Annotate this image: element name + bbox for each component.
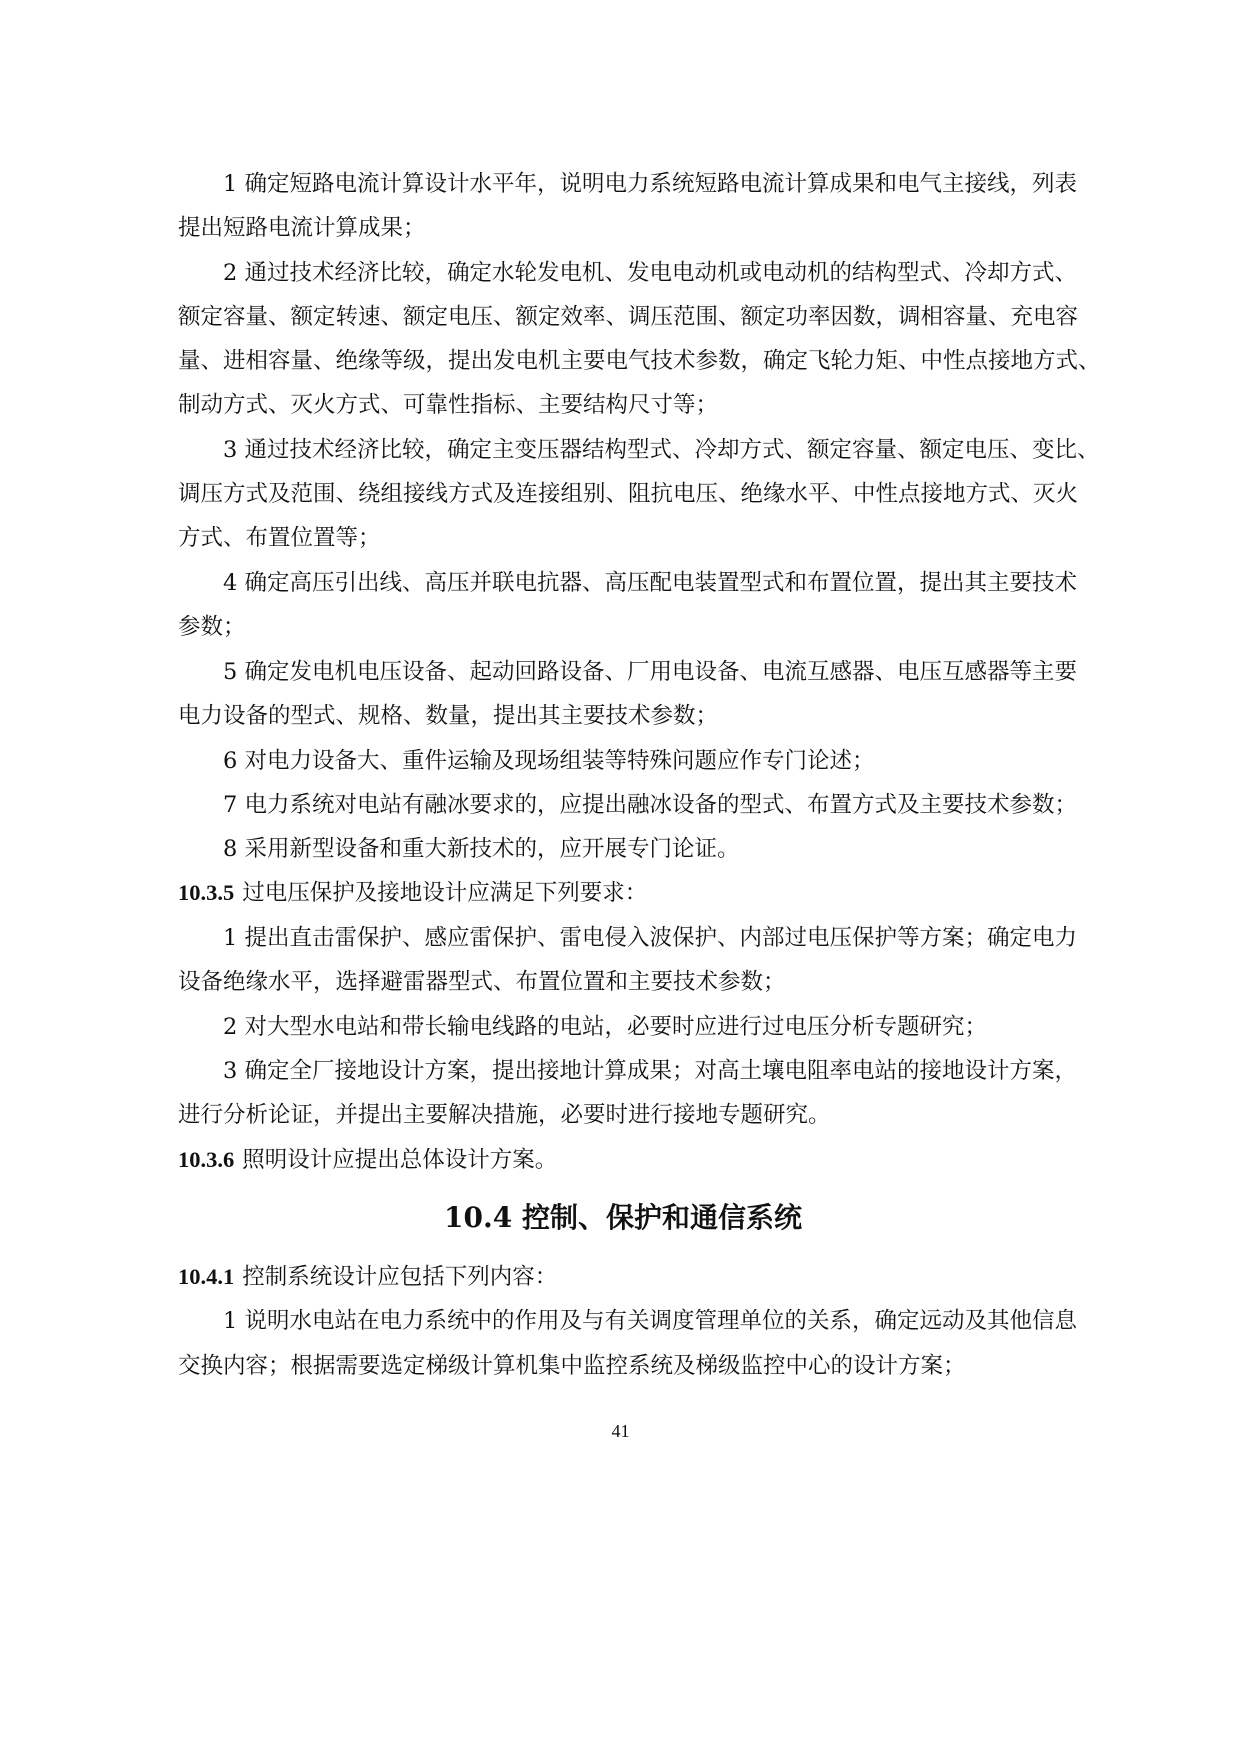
paragraph-line: 2 通过技术经济比较，确定水轮发电机、发电电动机或电动机的结构型式、冷却方式、	[223, 260, 1077, 286]
clause-number: 10.3.5	[178, 880, 235, 905]
paragraph-line: 制动方式、灭火方式、可靠性指标、主要结构尺寸等；	[178, 392, 719, 418]
clause-number: 10.3.6	[178, 1147, 235, 1172]
paragraph-line: 3 通过技术经济比较，确定主变压器结构型式、冷却方式、额定容量、额定电压、变比、	[223, 437, 1100, 463]
paragraph-line: 量、进相容量、绝缘等级，提出发电机主要电气技术参数，确定飞轮力矩、中性点接地方式、	[178, 348, 1101, 374]
clause-text: 过电压保护及接地设计应满足下列要求：	[242, 880, 648, 906]
paragraph-line: 5 确定发电机电压设备、起动回路设备、厂用电设备、电流互感器、电压互感器等主要	[223, 659, 1077, 685]
paragraph-line: 调压方式及范围、绕组接线方式及连接组别、阻抗电压、绝缘水平、中性点接地方式、灭火	[178, 481, 1079, 507]
paragraph-line: 8 采用新型设备和重大新技术的，应开展专门论证。	[223, 836, 740, 862]
paragraph-line: 设备绝缘水平，选择避雷器型式、布置位置和主要技术参数；	[178, 969, 786, 995]
clause-text: 照明设计应提出总体设计方案。	[242, 1147, 558, 1173]
paragraph-line: 额定容量、额定转速、额定电压、额定效率、调压范围、额定功率因数，调相容量、充电容	[178, 304, 1079, 330]
clause-10-4-1	[178, 1262, 1068, 1292]
paragraph-line: 7 电力系统对电站有融冰要求的，应提出融冰设备的型式、布置方式及主要技术参数；	[223, 792, 1077, 818]
paragraph-line: 6 对电力设备大、重件运输及现场组装等特殊问题应作专门论述；	[223, 748, 875, 774]
paragraph-line: 方式、布置位置等；	[178, 525, 381, 551]
clause-number: 10.4.1	[178, 1264, 235, 1289]
clause-10-3-5	[178, 878, 1068, 908]
paragraph-line: 进行分析论证，并提出主要解决措施，必要时进行接地专题研究。	[178, 1102, 831, 1128]
paragraph-line: 1 提出直击雷保护、感应雷保护、雷电侵入波保护、内部过电压保护等方案；确定电力	[223, 925, 1077, 951]
page-number: 41	[611, 1421, 630, 1441]
paragraph-line: 2 对大型水电站和带长输电线路的电站，必要时应进行过电压分析专题研究；	[223, 1014, 987, 1040]
paragraph-line: 参数；	[178, 614, 246, 640]
paragraph-line: 电力设备的型式、规格、数量，提出其主要技术参数；	[178, 703, 719, 729]
paragraph-line: 1 确定短路电流计算设计水平年，说明电力系统短路电流计算成果和电气主接线，列表	[223, 171, 1077, 197]
clause-10-3-6	[178, 1145, 1068, 1175]
paragraph-line: 3 确定全厂接地设计方案，提出接地计算成果；对高土壤电阻率电站的接地设计方案，	[223, 1058, 1077, 1084]
paragraph-line: 交换内容；根据需要选定梯级计算机集中监控系统及梯级监控中心的设计方案；	[178, 1353, 966, 1379]
paragraph-line: 提出短路电流计算成果；	[178, 215, 426, 241]
clause-text: 控制系统设计应包括下列内容：	[242, 1264, 558, 1290]
paragraph-line: 4 确定高压引出线、高压并联电抗器、高压配电装置型式和布置位置，提出其主要技术	[223, 570, 1077, 596]
paragraph-line: 1 说明水电站在电力系统中的作用及与有关调度管理单位的关系，确定远动及其他信息	[223, 1308, 1077, 1334]
section-heading: 10.4 控制、保护和通信系统	[444, 1201, 802, 1234]
